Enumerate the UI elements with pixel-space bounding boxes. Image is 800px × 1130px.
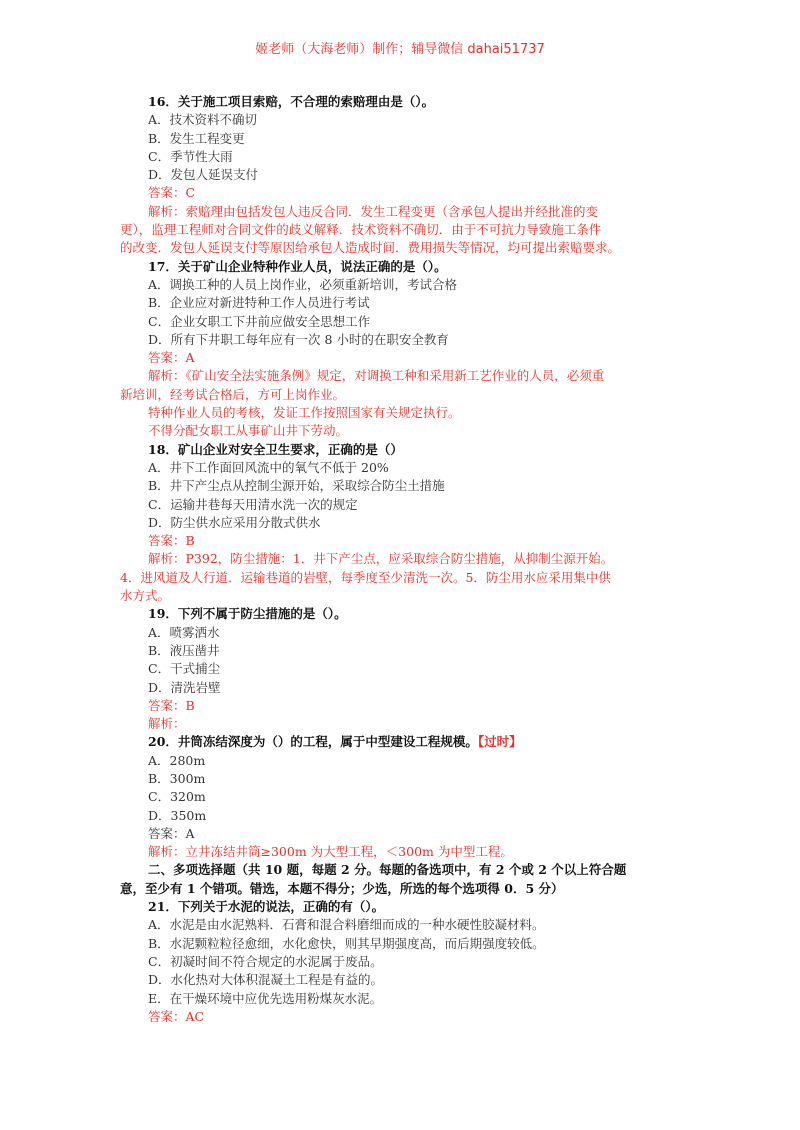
option-c: C．初凝时间不符合规定的水泥属于废品。 bbox=[148, 953, 383, 969]
answer-21: 答案：AC bbox=[148, 1008, 205, 1024]
answer-17: 答案：A bbox=[148, 350, 195, 366]
option-c: C．企业女职工下井前应做安全思想工作 bbox=[148, 313, 371, 329]
question-20-text: 20．井筒冻结深度为（）的工程，属于中型建设工程规模。 bbox=[148, 734, 478, 750]
section-heading-multiple-choice: 二、多项选择题（共 10 题，每题 2 分。每题的备选项中，有 2 个或 2 个以上符合题 bbox=[148, 862, 627, 878]
option-b: B．液压凿井 bbox=[148, 642, 220, 658]
option-c: C．运输井巷每天用清水洗一次的规定 bbox=[148, 496, 358, 512]
outdated-tag: 【过时】 bbox=[477, 734, 522, 750]
option-b: B．井下产尘点从控制尘源开始，采取综合防尘土措施 bbox=[148, 478, 445, 494]
option-a: A．技术资料不确切 bbox=[148, 112, 258, 128]
explanation-18-line: 解析：P392，防尘措施：1．井下产尘点，应采取综合防尘措施，从抑制尘源开始。 bbox=[148, 551, 614, 567]
explanation-16-line: 的改变．发包人延误支付等原因给承包人造成时间．费用损失等情况，均可提出索赔要求。 bbox=[120, 240, 621, 256]
document-body bbox=[120, 93, 690, 1026]
option-a: A．水泥是由水泥熟料．石膏和混合料磨细而成的一种水硬性胶凝材料。 bbox=[148, 917, 545, 933]
option-c: C．干式捕尘 bbox=[148, 661, 221, 677]
option-b: B．300m bbox=[148, 770, 206, 786]
question-21: 21．下列关于水泥的说法，正确的有（）。 bbox=[148, 899, 385, 915]
explanation-18-line: 水方式。 bbox=[120, 588, 171, 604]
explanation-18-line: 4．进风道及人行道．运输巷道的岩壁，每季度至少清洗一次。5．防尘用水应采用集中供 bbox=[120, 569, 611, 585]
option-c: C．320m bbox=[148, 789, 206, 805]
question-18: 18．矿山企业对安全卫生要求，正确的是（） bbox=[148, 441, 403, 457]
option-b: B．发生工程变更 bbox=[148, 130, 245, 146]
explanation-16-line: 更），监理工程师对合同文件的歧义解释．技术资料不确切．由于不可抗力导致施工条件 bbox=[120, 222, 602, 238]
answer-16: 答案：C bbox=[148, 185, 196, 201]
option-b: B．水泥颗粒粒径愈细，水化愈快，则其早期强度高，而后期强度较低。 bbox=[148, 935, 545, 951]
option-d: D．清洗岩壁 bbox=[148, 679, 221, 695]
option-b: B．企业应对新进特种工作人员进行考试 bbox=[148, 295, 370, 311]
question-19: 19．下列不属于防尘措施的是（）。 bbox=[148, 606, 347, 622]
option-d: D．350m bbox=[148, 807, 207, 823]
explanation-20-line: 解析：立井冻结井筒≥300m 为大型工程，＜300m 为中型工程。 bbox=[148, 844, 513, 860]
option-a: A．喷雾洒水 bbox=[148, 624, 220, 640]
explanation-17-line: 特种作业人员的考核，发证工作按照国家有关规定执行。 bbox=[148, 405, 461, 421]
option-a: A．280m bbox=[148, 752, 206, 768]
question-20 bbox=[120, 733, 690, 751]
option-a: A．井下工作面回风流中的氧气不低于 20% bbox=[148, 459, 389, 475]
section-heading-multiple-choice-cont: 意，至少有 1 个错项。错选，本题不得分；少选，所选的每个选项得 0．5 分） bbox=[120, 880, 564, 896]
explanation-19-line: 解析： bbox=[148, 716, 186, 732]
page-header: 姬老师（大海老师）制作；辅导微信 dahai51737 bbox=[255, 42, 545, 57]
explanation-17-line: 不得分配女职工从事矿山井下劳动。 bbox=[148, 423, 349, 439]
explanation-17-line: 解析：《矿山安全法实施条例》规定，对调换工种和采用新工艺作业的人员，必须重 bbox=[148, 368, 605, 384]
option-c: C．季节性大雨 bbox=[148, 148, 233, 164]
option-d: D．防尘供水应采用分散式供水 bbox=[148, 514, 321, 530]
answer-20: 答案：A bbox=[148, 825, 195, 841]
option-d: D．水化热对大体积混凝土工程是有益的。 bbox=[148, 972, 384, 988]
question-17: 17．关于矿山企业特种作业人员，说法正确的是（）。 bbox=[148, 258, 447, 274]
question-16: 16．关于施工项目索赔，不合理的索赔理由是（）。 bbox=[148, 94, 435, 109]
answer-18: 答案：B bbox=[148, 533, 195, 549]
explanation-17-line: 新培训，经考试合格后，方可上岗作业。 bbox=[120, 386, 346, 402]
explanation-16-line: 解析：索赔理由包括发包人违反合同．发生工程变更（含承包人提出并经批准的变 bbox=[148, 203, 599, 219]
option-a: A．调换工种的人员上岗作业，必须重新培训，考试合格 bbox=[148, 276, 458, 292]
option-d: D．所有下井职工每年应有一次 8 小时的在职安全教育 bbox=[148, 331, 449, 347]
answer-19: 答案：B bbox=[148, 697, 195, 713]
option-e: E．在干燥环境中应优先选用粉煤灰水泥。 bbox=[148, 990, 383, 1006]
option-d: D．发包人延误支付 bbox=[148, 167, 259, 183]
